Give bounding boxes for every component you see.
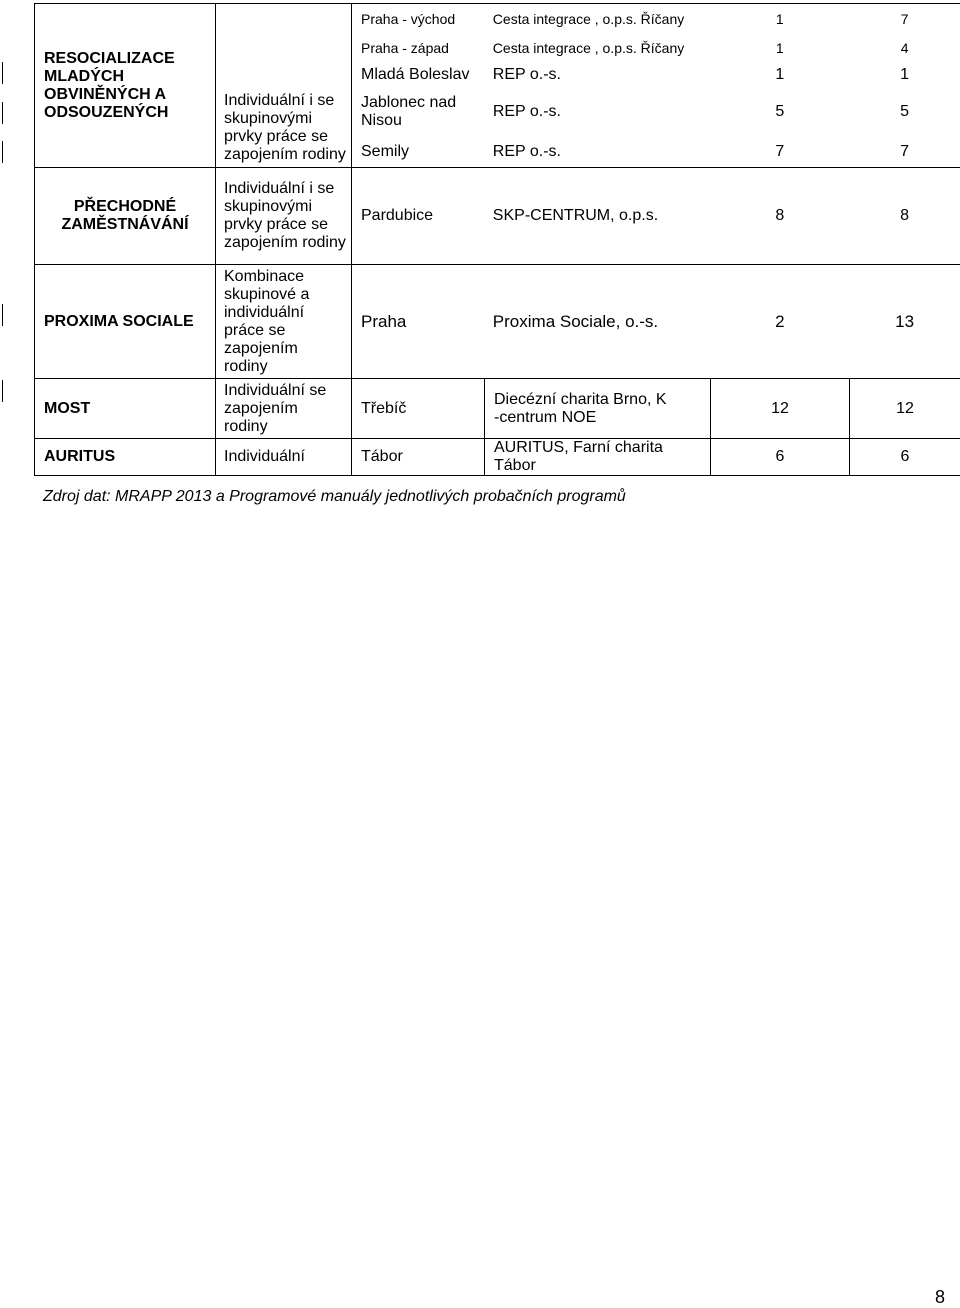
- source-note: Zdroj dat: MRAPP 2013 a Programové manuály jednotlivých probačních programů: [43, 488, 626, 505]
- value-a-cell: [711, 439, 850, 476]
- work-form-cell: [216, 439, 352, 476]
- value-a-cell: [711, 379, 850, 439]
- sub-rows-cell: [352, 168, 960, 265]
- value-a: 2: [775, 311, 785, 331]
- place: Třebíč: [361, 399, 407, 417]
- value-b: 1: [900, 66, 910, 83]
- margin-mark: [2, 380, 3, 402]
- program-name-cell: [35, 439, 216, 476]
- value-b: 7: [900, 11, 909, 27]
- value-a: 7: [775, 142, 785, 160]
- probation-programs-table: [34, 3, 960, 476]
- program-name-cell: [35, 4, 216, 168]
- program-name-cell: [35, 265, 216, 379]
- organization-cell: [485, 439, 711, 476]
- place: Praha - východ: [361, 11, 456, 27]
- value-a: 8: [775, 207, 785, 224]
- program-name: MOST: [44, 399, 91, 417]
- work-form-cell: [216, 4, 352, 168]
- place: Jablonec nad Nisou: [361, 94, 457, 129]
- sub-rows-cell: [352, 265, 960, 379]
- value-b: 8: [900, 207, 910, 224]
- work-form: Individuální se zapojením rodiny: [224, 381, 327, 435]
- place: Mladá Boleslav: [361, 66, 470, 83]
- place: Semily: [361, 142, 410, 160]
- value-a: 1: [775, 11, 784, 27]
- program-name-cell: [35, 379, 216, 439]
- value-b: 12: [896, 399, 914, 417]
- organization: Cesta integrace , o.p.s. Říčany: [492, 40, 685, 56]
- organization: Cesta integrace , o.p.s. Říčany: [492, 11, 685, 27]
- sub-row: [352, 136, 960, 167]
- value-b: 5: [900, 103, 910, 120]
- value-b: 6: [900, 448, 910, 465]
- sub-row: [352, 88, 960, 136]
- sub-row: [352, 265, 960, 378]
- place: Pardubice: [361, 207, 434, 224]
- program-name: AURITUS: [44, 448, 116, 465]
- table-row: [35, 379, 960, 439]
- organization: REP o.-s.: [492, 142, 561, 160]
- work-form-cell: [216, 168, 352, 265]
- work-form: Kombinace skupinové a individuální práce se zapojením rodiny: [224, 267, 310, 375]
- work-form-cell: [216, 265, 352, 379]
- value-a: 6: [775, 448, 785, 465]
- program-name: PROXIMA SOCIALE: [44, 312, 194, 330]
- work-form-cell: [216, 379, 352, 439]
- sub-row: [352, 62, 960, 88]
- table-row: [35, 439, 960, 476]
- table-row: [35, 168, 960, 265]
- work-form: Individuální: [224, 448, 305, 465]
- work-form: Individuální i se skupinovými prvky práce se zapojením rodiny: [224, 180, 346, 251]
- sub-row: [352, 34, 960, 62]
- organization: Diecézní charita Brno, K -centrum NOE: [494, 390, 667, 426]
- value-a: 1: [775, 66, 785, 83]
- margin-mark: [2, 304, 3, 326]
- place-cell: [352, 439, 485, 476]
- organization: SKP-CENTRUM, o.p.s.: [492, 207, 659, 224]
- value-a: 12: [771, 399, 789, 417]
- program-name-cell: [35, 168, 216, 265]
- organization: AURITUS, Farní charita Tábor: [494, 439, 663, 474]
- place: Tábor: [361, 448, 403, 465]
- value-b: 13: [895, 311, 915, 331]
- organization-cell: [485, 379, 711, 439]
- sub-row: [352, 168, 960, 264]
- value-a: 1: [775, 40, 784, 56]
- value-b-cell: [850, 439, 960, 476]
- value-a: 5: [775, 103, 785, 120]
- sub-rows-cell: [352, 4, 960, 168]
- organization: Proxima Sociale, o.-s.: [492, 311, 659, 331]
- place-cell: [352, 379, 485, 439]
- margin-mark: [2, 62, 3, 84]
- value-b-cell: [850, 379, 960, 439]
- organization: REP o.-s.: [492, 103, 561, 120]
- page-number: 8: [935, 1287, 946, 1307]
- margin-mark: [2, 141, 3, 163]
- program-name: PŘECHODNÉ ZAMĚSTNÁVÁNÍ: [61, 198, 189, 233]
- place: Praha: [361, 311, 407, 331]
- organization: REP o.-s.: [492, 66, 561, 83]
- value-b: 4: [900, 40, 909, 56]
- value-b: 7: [900, 142, 910, 160]
- place: Praha - západ: [361, 40, 449, 56]
- sub-row: [352, 4, 960, 34]
- table-row: [35, 265, 960, 379]
- program-name: RESOCIALIZACE MLADÝCH OBVINĚNÝCH A ODSOUZENÝCH: [44, 49, 175, 121]
- work-form: Individuální i se skupinovými prvky práce se zapojením rodiny: [224, 92, 346, 163]
- margin-mark: [2, 102, 3, 124]
- table-row: [35, 4, 960, 168]
